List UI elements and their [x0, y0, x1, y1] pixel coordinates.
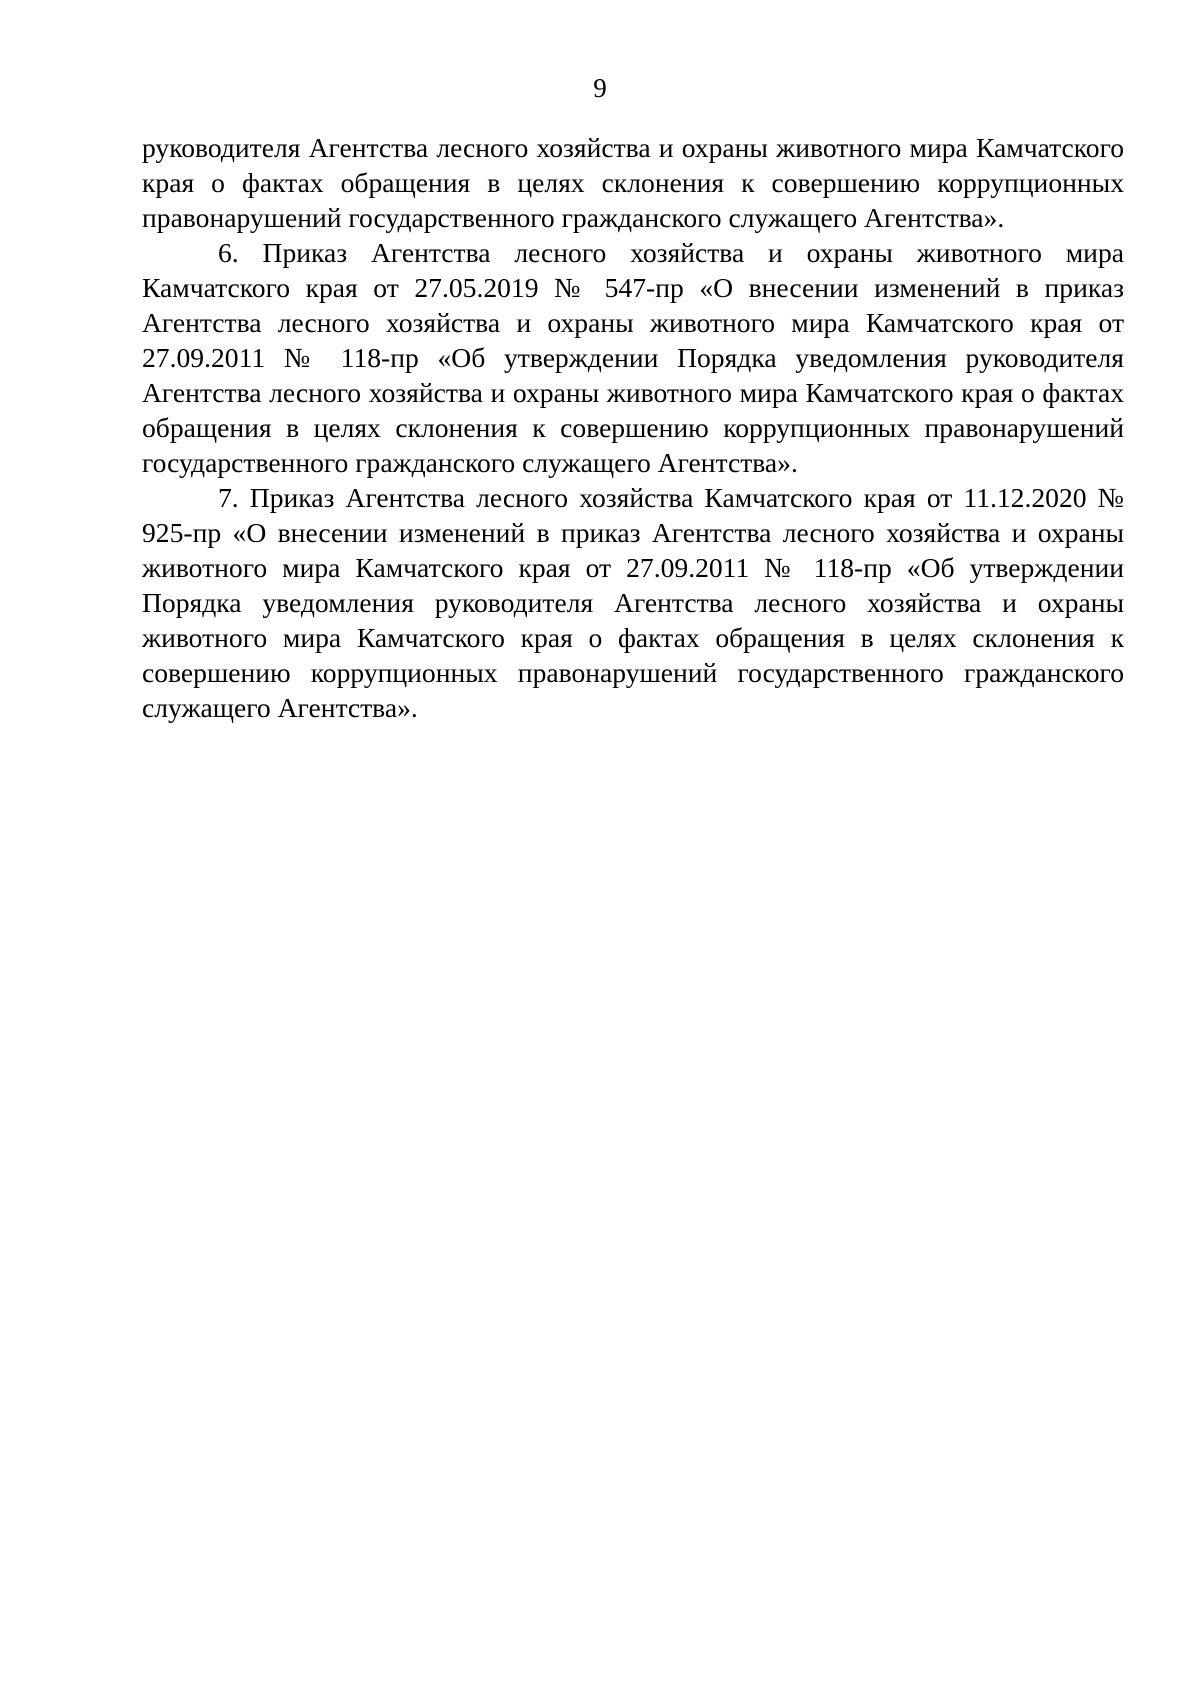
- paragraph-item-7: 7. Приказ Агентства лесного хозяйства Камчатского края от 11.12.2020 № 925-пр «О внесении изменений в приказ Агентства лесного хозяйства и охраны животного мира Камчатского края от 27.09.2011 № 118-пр «Об утверждении Порядка уведомления руководителя Агентства лесного хозяйства и охраны животного мира Камчатского края о фактах обращения в целях склонения к совершению коррупционных правонарушений государственного гражданского служащего Агентства».: [142, 482, 1124, 723]
- page-number: 9: [593, 73, 607, 103]
- paragraph-item-6: 6. Приказ Агентства лесного хозяйства и охраны животного мира Камчатского края от 27.05.2019 № 547-пр «О внесении изменений в приказ Агентства лесного хозяйства и охраны животного мира Камчатского края от 27.09.2011 № 118-пр «Об утверждении Порядка уведомления руководителя Агентства лесного хозяйства и охраны животного мира Камчатского края о фактах обращения в целях склонения к совершению коррупционных правонарушений государственного гражданского служащего Агентства».: [142, 237, 1124, 478]
- document-body: [142, 130, 1124, 725]
- paragraph-continuation: руководителя Агентства лесного хозяйства и охраны животного мира Камчатского края о фактах обращения в целях склонения к совершению коррупционных правонарушений государственного гражданского служащего Агентства».: [142, 132, 1124, 233]
